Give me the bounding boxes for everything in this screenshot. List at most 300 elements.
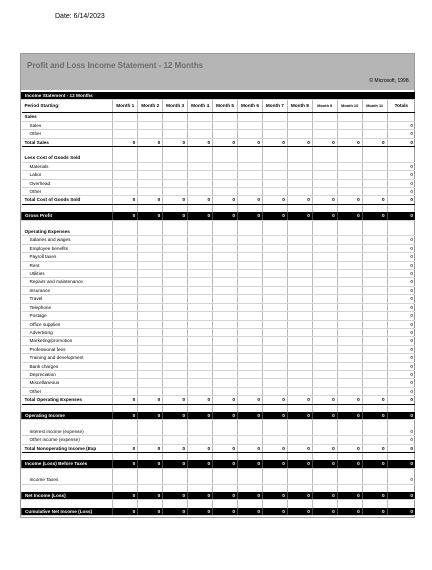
cell (287, 362, 312, 370)
total-cell: 0 (387, 379, 415, 387)
cell (237, 303, 262, 311)
period-label: Period Starting: (22, 100, 113, 113)
cell (312, 404, 337, 412)
month-value: 0 (188, 212, 213, 220)
month-value: 0 (237, 412, 262, 420)
opex-item (22, 387, 416, 395)
cell (337, 468, 362, 476)
row-label (22, 420, 113, 428)
cell (163, 113, 188, 121)
month-value: 0 (312, 396, 337, 404)
total-cell: 0 (387, 286, 415, 294)
total-cell: 0 (387, 162, 415, 170)
cell (237, 179, 262, 187)
cell (312, 468, 337, 476)
cell (262, 428, 287, 436)
cell (362, 188, 387, 196)
row-label: Cumulative Net Income (Loss) (22, 508, 113, 516)
month-value: 0 (312, 412, 337, 420)
cell (337, 121, 362, 129)
cell (188, 452, 213, 460)
cell (113, 345, 138, 353)
cell (188, 428, 213, 436)
cell (337, 286, 362, 294)
month-value: 0 (113, 460, 138, 468)
cell (337, 220, 362, 228)
cell (287, 147, 312, 155)
row-label: Overhead (22, 179, 113, 187)
cell (237, 244, 262, 252)
cell (113, 188, 138, 196)
cell (262, 468, 287, 476)
cell (362, 113, 387, 121)
cell (163, 204, 188, 212)
cell (163, 354, 188, 362)
month-value: 0 (312, 196, 337, 204)
cell (213, 261, 238, 269)
row-label: Other income (expense) (22, 436, 113, 444)
gross-profit-row (22, 212, 416, 220)
row-label: Bank charges (22, 362, 113, 370)
cell (337, 261, 362, 269)
cell (213, 204, 238, 212)
cell (312, 236, 337, 244)
cell (287, 500, 312, 508)
operating-income-row (22, 412, 416, 420)
month-value: 0 (312, 460, 337, 468)
total-cell (387, 154, 415, 162)
cell (188, 236, 213, 244)
month-value: 0 (362, 196, 387, 204)
cell (362, 228, 387, 236)
cell (262, 121, 287, 129)
cell (188, 337, 213, 345)
cell (113, 171, 138, 179)
month-value: 0 (237, 196, 262, 204)
cell (312, 188, 337, 196)
cell (138, 404, 163, 412)
total-cell: 0 (387, 460, 415, 468)
row-label: Professional fees (22, 345, 113, 353)
month-value: 0 (213, 460, 238, 468)
row-label: Rent (22, 261, 113, 269)
cell (262, 179, 287, 187)
cell (312, 320, 337, 328)
cell (262, 236, 287, 244)
cell (237, 354, 262, 362)
income-statement-table (21, 92, 415, 516)
cell (237, 236, 262, 244)
cell (138, 188, 163, 196)
cell (113, 278, 138, 286)
row-label: Marketing/promotion (22, 337, 113, 345)
month-header: Month 5 (213, 100, 238, 113)
month-value: 0 (237, 492, 262, 500)
total-sales-row (22, 138, 416, 146)
opex-item (22, 253, 416, 261)
cell (138, 220, 163, 228)
cell (262, 220, 287, 228)
cell (287, 113, 312, 121)
opex-item (22, 354, 416, 362)
cell (362, 468, 387, 476)
cell (312, 147, 337, 155)
cell (262, 476, 287, 484)
cell (213, 162, 238, 170)
cell (362, 220, 387, 228)
spacer-row (22, 220, 416, 228)
cell (113, 476, 138, 484)
cell (337, 337, 362, 345)
cell (362, 236, 387, 244)
cell (163, 154, 188, 162)
month-value: 0 (188, 412, 213, 420)
cell (213, 387, 238, 395)
total-cell: 0 (387, 130, 415, 138)
cell (113, 286, 138, 294)
total-cell: 0 (387, 270, 415, 278)
cell (337, 328, 362, 336)
cell (213, 220, 238, 228)
cell (262, 500, 287, 508)
cell (312, 179, 337, 187)
sales-item (22, 121, 416, 129)
cell (312, 204, 337, 212)
cell (312, 244, 337, 252)
cogs-item (22, 188, 416, 196)
cell (362, 171, 387, 179)
cell (138, 354, 163, 362)
cell (262, 345, 287, 353)
cell (337, 387, 362, 395)
cell (287, 328, 312, 336)
cell (163, 228, 188, 236)
cell (312, 452, 337, 460)
cell (287, 179, 312, 187)
cell (312, 270, 337, 278)
cell (163, 253, 188, 261)
month-value: 0 (213, 196, 238, 204)
cell (163, 303, 188, 311)
cell (237, 171, 262, 179)
cell (163, 188, 188, 196)
cell (362, 154, 387, 162)
cell (138, 270, 163, 278)
month-value: 0 (312, 212, 337, 220)
row-label: Total Nonoperating Income (Exp (22, 444, 113, 452)
total-cell: 0 (387, 508, 415, 516)
month-value: 0 (362, 212, 387, 220)
cogs-item (22, 162, 416, 170)
cell (312, 337, 337, 345)
total-cell: 0 (387, 370, 415, 378)
cell (163, 295, 188, 303)
total-cell: 0 (387, 261, 415, 269)
total-cell: 0 (387, 179, 415, 187)
spacer-row (22, 404, 416, 412)
cell (138, 328, 163, 336)
total-cell: 0 (387, 312, 415, 320)
month-value: 0 (287, 508, 312, 516)
cell (287, 171, 312, 179)
total-cell: 0 (387, 328, 415, 336)
cell (362, 337, 387, 345)
month-value: 0 (213, 412, 238, 420)
date-label: Date: 6/14/2023 (55, 13, 105, 20)
row-label: Miscellaneous (22, 379, 113, 387)
cell (138, 484, 163, 492)
opex-item (22, 362, 416, 370)
month-value: 0 (188, 396, 213, 404)
cell (113, 404, 138, 412)
cell (287, 253, 312, 261)
cell (312, 113, 337, 121)
cell (113, 236, 138, 244)
month-value: 0 (287, 396, 312, 404)
month-value: 0 (312, 492, 337, 500)
row-label: Training and development (22, 354, 113, 362)
total-cell: 0 (387, 428, 415, 436)
total-cell: 0 (387, 278, 415, 286)
income-before-taxes-row (22, 460, 416, 468)
cell (262, 253, 287, 261)
cell (237, 154, 262, 162)
cell (287, 236, 312, 244)
opex-item (22, 370, 416, 378)
total-cell: 0 (387, 320, 415, 328)
cell (237, 188, 262, 196)
cell (213, 476, 238, 484)
nonop-item (22, 436, 416, 444)
cell (188, 379, 213, 387)
cell (163, 147, 188, 155)
cell (138, 113, 163, 121)
cell (262, 154, 287, 162)
cell (312, 362, 337, 370)
month-value: 0 (362, 444, 387, 452)
month-value: 0 (138, 412, 163, 420)
nonop-item (22, 428, 416, 436)
cell (188, 500, 213, 508)
cell (138, 162, 163, 170)
cell (262, 404, 287, 412)
month-value: 0 (337, 412, 362, 420)
row-label: Repairs and maintenance (22, 278, 113, 286)
row-label (22, 204, 113, 212)
cell (337, 147, 362, 155)
cell (337, 228, 362, 236)
cell (337, 354, 362, 362)
month-value: 0 (262, 444, 287, 452)
cell (188, 286, 213, 294)
month-value: 0 (163, 212, 188, 220)
cell (262, 162, 287, 170)
month-value: 0 (262, 396, 287, 404)
month-value: 0 (262, 196, 287, 204)
cell (213, 228, 238, 236)
month-header: Month 9 (312, 100, 337, 113)
row-label: Salaries and wages (22, 236, 113, 244)
cell (337, 162, 362, 170)
month-value: 0 (262, 508, 287, 516)
spacer-row (22, 500, 416, 508)
month-value: 0 (362, 508, 387, 516)
cell (287, 370, 312, 378)
cell (337, 476, 362, 484)
cell (287, 121, 312, 129)
month-value: 0 (237, 212, 262, 220)
month-value: 0 (188, 508, 213, 516)
row-label: Operating Income (22, 412, 113, 420)
spacer-row (22, 204, 416, 212)
cell (138, 452, 163, 460)
row-label: Other (22, 188, 113, 196)
cell (337, 452, 362, 460)
cell (213, 236, 238, 244)
cell (163, 220, 188, 228)
total-cell: 0 (387, 345, 415, 353)
cell (287, 387, 312, 395)
cell (262, 278, 287, 286)
cell (337, 113, 362, 121)
month-value: 0 (337, 396, 362, 404)
month-value: 0 (213, 492, 238, 500)
row-label: Net Income (Loss) (22, 492, 113, 500)
cell (188, 179, 213, 187)
cell (362, 428, 387, 436)
cell (237, 113, 262, 121)
row-label: Office supplies (22, 320, 113, 328)
row-label: Income Taxes (22, 476, 113, 484)
cell (138, 130, 163, 138)
month-value: 0 (113, 138, 138, 146)
cell (312, 130, 337, 138)
cell (262, 171, 287, 179)
cell (237, 320, 262, 328)
cell (237, 345, 262, 353)
cell (163, 179, 188, 187)
cell (213, 312, 238, 320)
cell (362, 370, 387, 378)
cell (113, 320, 138, 328)
cell (287, 154, 312, 162)
cell (188, 188, 213, 196)
cell (237, 500, 262, 508)
cell (262, 270, 287, 278)
total-cell (387, 420, 415, 428)
cell (362, 500, 387, 508)
row-label: Utilities (22, 270, 113, 278)
cell (138, 261, 163, 269)
month-header: Month 8 (287, 100, 312, 113)
total-cell: 0 (387, 121, 415, 129)
total-cell: 0 (387, 138, 415, 146)
cell (113, 484, 138, 492)
total-cell: 0 (387, 236, 415, 244)
cell (312, 484, 337, 492)
total-cogs-row (22, 196, 416, 204)
opex-item (22, 345, 416, 353)
cell (188, 468, 213, 476)
cell (337, 295, 362, 303)
cell (362, 362, 387, 370)
month-value: 0 (337, 196, 362, 204)
cell (287, 130, 312, 138)
row-label (22, 147, 113, 155)
cell (362, 420, 387, 428)
cell (287, 220, 312, 228)
cell (188, 261, 213, 269)
opex-item (22, 286, 416, 294)
cell (337, 370, 362, 378)
opex-item (22, 236, 416, 244)
spacer-row (22, 468, 416, 476)
total-cell: 0 (387, 444, 415, 452)
cell (163, 270, 188, 278)
cell (188, 244, 213, 252)
cell (312, 345, 337, 353)
cell (163, 171, 188, 179)
cell (337, 345, 362, 353)
cell (337, 362, 362, 370)
cell (312, 428, 337, 436)
month-value: 0 (163, 460, 188, 468)
opex-item (22, 261, 416, 269)
cell (213, 270, 238, 278)
total-cell: 0 (387, 171, 415, 179)
cell (337, 379, 362, 387)
cell (287, 303, 312, 311)
cell (312, 278, 337, 286)
cell (113, 270, 138, 278)
opex-item (22, 312, 416, 320)
total-cell: 0 (387, 295, 415, 303)
cell (163, 420, 188, 428)
month-value: 0 (337, 444, 362, 452)
opex-item (22, 295, 416, 303)
cell (163, 278, 188, 286)
cell (213, 320, 238, 328)
cell (213, 484, 238, 492)
cell (312, 328, 337, 336)
row-label (22, 220, 113, 228)
month-value: 0 (113, 212, 138, 220)
cell (337, 270, 362, 278)
opex-item (22, 379, 416, 387)
cell (337, 179, 362, 187)
cell (262, 387, 287, 395)
total-cell (387, 404, 415, 412)
cell (237, 387, 262, 395)
cell (213, 362, 238, 370)
spacer-row (22, 452, 416, 460)
cell (262, 204, 287, 212)
cell (287, 420, 312, 428)
cell (262, 452, 287, 460)
month-value: 0 (237, 138, 262, 146)
cell (113, 204, 138, 212)
cell (262, 295, 287, 303)
total-cell: 0 (387, 244, 415, 252)
cell (163, 370, 188, 378)
cell (188, 370, 213, 378)
cell (113, 253, 138, 261)
cell (188, 303, 213, 311)
total-cell: 0 (387, 362, 415, 370)
cell (287, 345, 312, 353)
cell (237, 476, 262, 484)
cell (287, 452, 312, 460)
